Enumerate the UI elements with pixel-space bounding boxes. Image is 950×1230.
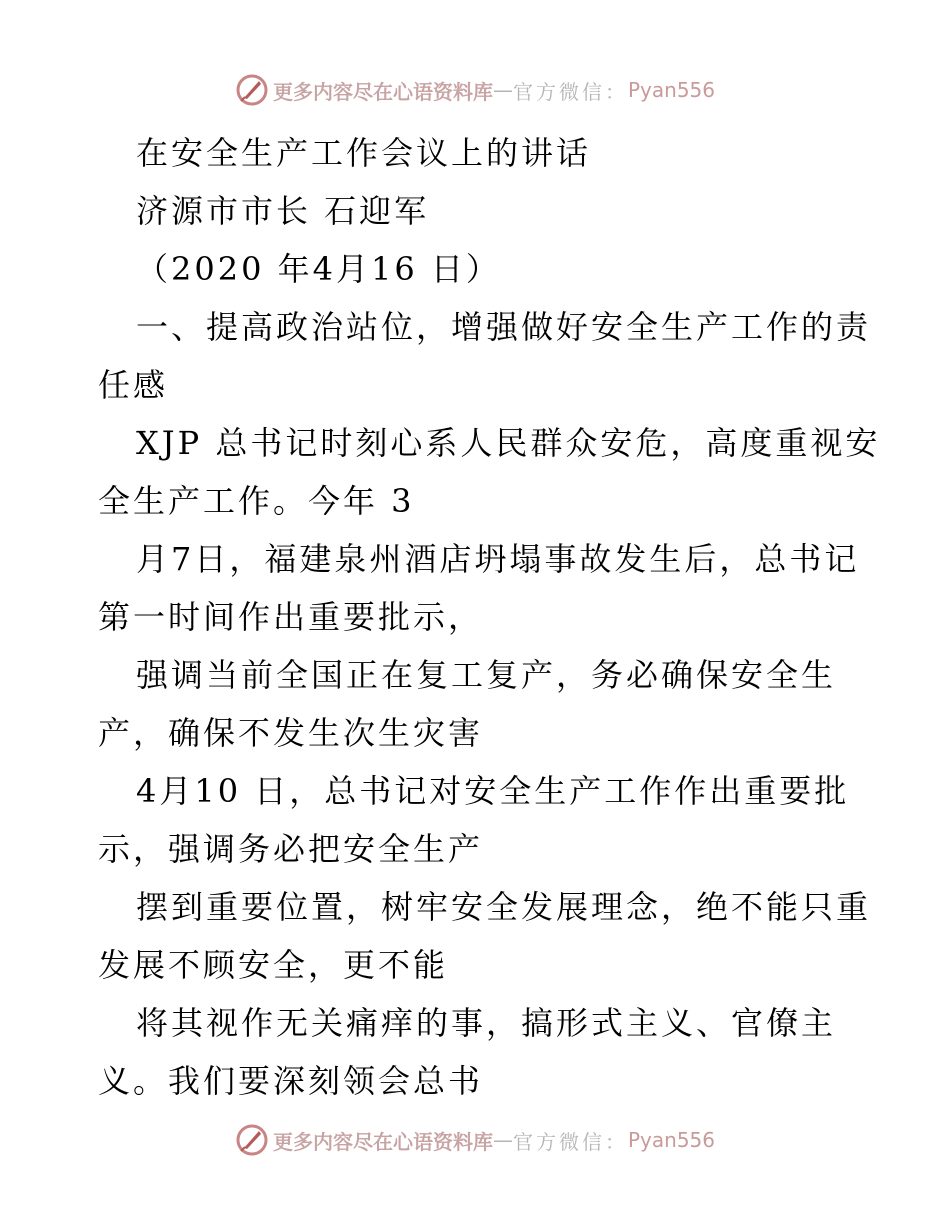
section-heading: 一、提高政治站位，增强做好安全生产工作的责	[136, 308, 872, 346]
watermark-main-text: 更多内容尽在心语资料库	[272, 79, 493, 104]
paragraph-line: 月7日，福建泉州酒店坍塌事故发生后，总书记	[136, 540, 860, 578]
header-watermark	[0, 70, 950, 110]
paragraph-line: 发展不顾安全，更不能	[98, 946, 449, 984]
quill-circle-icon	[235, 1123, 269, 1157]
paragraph-line: 摆到重要位置，树牢安全发展理念，绝不能只重	[136, 888, 872, 926]
section-heading-cont: 任感	[98, 366, 169, 404]
document-date: （2020 年4月16 日）	[136, 250, 501, 288]
watermark-wechat-id: Pyan556	[627, 78, 715, 102]
paragraph-line: 第一时间作出重要批示，	[98, 598, 484, 636]
paragraph-line: XJP 总书记时刻心系人民群众安危，高度重视安	[136, 424, 881, 462]
watermark-wechat-label: 官方微信：	[512, 79, 628, 104]
paragraph-line: 义。我们要深刻领会总书	[98, 1062, 484, 1100]
document-author: 济源市市长 石迎军	[136, 192, 430, 230]
paragraph-line: 强调当前全国正在复工复产，务必确保安全生	[136, 656, 837, 694]
paragraph-line: 将其视作无关痛痒的事，搞形式主义、官僚主	[136, 1004, 837, 1042]
paragraph-line: 示，强调务必把安全生产	[98, 830, 484, 868]
footer-watermark	[0, 1120, 950, 1160]
quill-circle-icon	[235, 73, 269, 107]
document-title: 在安全生产工作会议上的讲话	[136, 134, 592, 172]
watermark-dash: —	[492, 1128, 513, 1152]
watermark-main-text: 更多内容尽在心语资料库	[272, 1129, 493, 1154]
watermark-dash: —	[492, 78, 513, 102]
document-body	[98, 124, 881, 1110]
paragraph-line: 4月10 日，总书记对安全生产工作作出重要批	[136, 772, 850, 810]
watermark-wechat-id: Pyan556	[627, 1128, 715, 1152]
paragraph-line: 全生产工作。今年 3	[98, 482, 415, 520]
watermark-wechat-label: 官方微信：	[512, 1129, 628, 1154]
paragraph-line: 产，确保不发生次生灾害	[98, 714, 484, 752]
